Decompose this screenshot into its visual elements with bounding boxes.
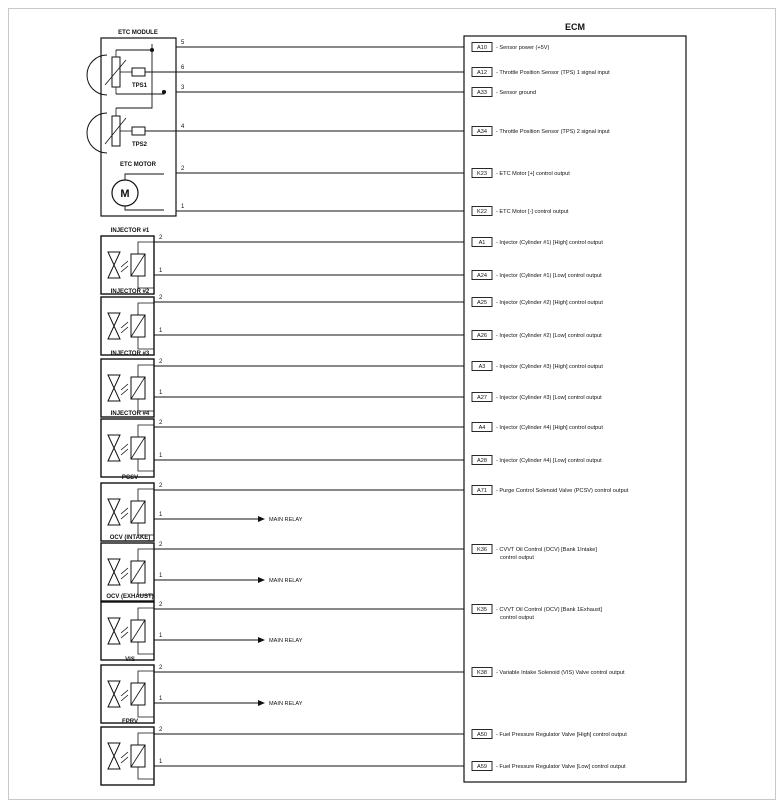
coil-diagonal xyxy=(131,377,145,399)
wire-15 xyxy=(154,483,629,495)
flow-arrow xyxy=(121,389,128,395)
ecm-signal-label-cont: control output xyxy=(500,615,534,621)
wire-pin-number: 1 xyxy=(159,633,163,639)
coil-lead xyxy=(138,459,154,471)
coil-diagonal xyxy=(131,620,145,642)
coil-diagonal xyxy=(131,315,145,337)
wire-pin-number: 2 xyxy=(159,295,163,301)
wire-12 xyxy=(154,390,602,402)
wire-10 xyxy=(154,328,602,340)
valve-symbol xyxy=(108,559,120,585)
ecm-signal-label: - ETC Motor [+] control output xyxy=(496,171,570,177)
wire-pin-number: 2 xyxy=(159,359,163,365)
component-box xyxy=(101,297,154,355)
flow-arrow xyxy=(121,327,128,333)
wire-17 xyxy=(154,542,597,561)
coil-lead xyxy=(138,523,154,535)
ecm-pin-id: A59 xyxy=(477,764,487,770)
coil-diagonal xyxy=(131,254,145,276)
ecm-pin-id: K35 xyxy=(477,607,487,613)
coil-lead xyxy=(138,549,154,561)
component-vis xyxy=(101,657,154,723)
ecm-pin-id: A4 xyxy=(478,425,486,431)
component-box xyxy=(101,483,154,541)
valve-symbol xyxy=(108,435,120,461)
wire-24 xyxy=(154,759,626,771)
ecm-pin-id: A28 xyxy=(477,458,487,464)
wire-pin-number: 1 xyxy=(159,573,163,579)
flow-arrow xyxy=(121,752,128,758)
component-box xyxy=(101,419,154,477)
wire-pin-number: 3 xyxy=(181,85,185,91)
ecm-pin-id: A27 xyxy=(477,395,487,401)
tps1-label: TPS1 xyxy=(132,83,148,89)
wire-pin-number: 2 xyxy=(159,665,163,671)
wire-pin-number: 2 xyxy=(159,542,163,548)
component-ocv-intake xyxy=(101,535,154,601)
wire-13 xyxy=(154,420,603,432)
ecm-signal-label: - Fuel Pressure Regulator Valve [Low] control output xyxy=(496,764,626,770)
ecm-signal-label: - Injector (Cylinder #4) [Low] control output xyxy=(496,458,602,464)
ecm-signal-label: - CVVT Oil Control (OCV) [Bank 1Intake] xyxy=(496,547,597,553)
arrow-head xyxy=(258,516,265,522)
ecm-signal-label: - Sensor ground xyxy=(496,90,537,96)
coil-lead xyxy=(138,242,154,254)
coil-lead xyxy=(138,642,154,654)
ecm-signal-label: - Variable Intake Solenoid (VIS) Valve control output xyxy=(496,670,625,676)
wire-pin-number: 2 xyxy=(159,420,163,426)
wire-pin-number: 6 xyxy=(181,65,185,71)
wire-pin-number: 2 xyxy=(159,727,163,733)
coil-lead xyxy=(138,705,154,717)
ecm-pin-id: A3 xyxy=(478,364,486,370)
wire-11 xyxy=(154,359,603,371)
ecm-signal-label: - Injector (Cylinder #3) [High] control output xyxy=(496,364,603,370)
flow-arrow xyxy=(121,508,128,514)
component-box xyxy=(101,727,154,785)
wire-pin-number: 5 xyxy=(181,40,185,46)
wire-19 xyxy=(154,602,602,621)
ecm-pin-id: A10 xyxy=(477,45,487,51)
ecm-signal-label: - Injector (Cylinder #1) [High] control output xyxy=(496,240,603,246)
valve-symbol xyxy=(108,681,120,707)
component-box xyxy=(101,543,154,601)
component-injector-2 xyxy=(101,289,154,355)
flow-arrow xyxy=(121,384,128,390)
flow-arrow xyxy=(121,513,128,519)
ecm-signal-label: - Injector (Cylinder #4) [High] control output xyxy=(496,425,603,431)
component-title: INJECTOR #4 xyxy=(110,411,150,417)
main-relay-label: MAIN RELAY xyxy=(269,638,303,644)
component-box xyxy=(101,602,154,660)
coil-diagonal xyxy=(131,501,145,523)
flow-arrow xyxy=(121,632,128,638)
etc-motor-symbol: M xyxy=(120,188,130,200)
wire-pin-number: 4 xyxy=(181,124,185,130)
arrow-head xyxy=(258,577,265,583)
ecm-pin-id: A12 xyxy=(477,70,487,76)
valve-symbol xyxy=(108,499,120,525)
etc-motor-title: ETC MOTOR xyxy=(120,162,156,168)
valve-symbol xyxy=(108,375,120,401)
flow-arrow xyxy=(121,695,128,701)
component-box xyxy=(101,359,154,417)
ecm-pin-id: A71 xyxy=(477,488,487,494)
coil-lead xyxy=(138,303,154,315)
wire-23 xyxy=(154,727,627,739)
coil-lead xyxy=(138,365,154,377)
tps2-label: TPS2 xyxy=(132,142,148,148)
wire-3 xyxy=(176,85,536,97)
component-title: FPRV xyxy=(122,719,138,725)
main-relay-label: MAIN RELAY xyxy=(269,701,303,707)
wire-18 xyxy=(154,573,303,584)
main-relay-label: MAIN RELAY xyxy=(269,517,303,523)
wire-pin-number: 1 xyxy=(159,512,163,518)
components-layer xyxy=(101,228,154,785)
ecm-pin-id: K38 xyxy=(477,670,487,676)
coil-lead xyxy=(138,425,154,437)
ecm-signal-label-cont: control output xyxy=(500,555,534,561)
ecm-signal-label: - Sensor power (+5V) xyxy=(496,45,550,51)
ecm-pin-id: A50 xyxy=(477,732,487,738)
ecm-pin-id: A33 xyxy=(477,90,487,96)
ecm-pin-id: A1 xyxy=(478,240,486,246)
valve-symbol xyxy=(108,618,120,644)
wire-14 xyxy=(154,453,602,465)
coil-diagonal xyxy=(131,683,145,705)
flow-arrow xyxy=(121,266,128,272)
flow-arrow xyxy=(121,444,128,450)
ecm-title: ECM xyxy=(565,22,585,32)
wire-pin-number: 1 xyxy=(159,328,163,334)
ecm-signal-label: - Injector (Cylinder #1) [Low] control output xyxy=(496,273,602,279)
wire-pin-number: 1 xyxy=(159,453,163,459)
component-title: VIS xyxy=(125,657,135,663)
ecm-signal-label: - ETC Motor [-] control output xyxy=(496,209,569,215)
wire-2 xyxy=(176,65,610,77)
flow-arrow xyxy=(121,573,128,579)
etc-module-title: ETC MODULE xyxy=(118,30,158,36)
wire-pin-number: 1 xyxy=(159,390,163,396)
wire-1 xyxy=(176,40,549,52)
component-injector-4 xyxy=(101,411,154,477)
component-fprv xyxy=(101,719,154,785)
wire-16 xyxy=(154,512,303,523)
ecm-signal-label: - Throttle Position Sensor (TPS) 1 signal input xyxy=(496,70,610,76)
component-title: OCV (EXHAUST) xyxy=(106,594,154,600)
component-title: INJECTOR #3 xyxy=(110,351,150,357)
coil-diagonal xyxy=(131,745,145,767)
wire-pin-number: 1 xyxy=(159,696,163,702)
ecm-signal-label: - Purge Control Solenoid Valve (PCSV) control output xyxy=(496,488,629,494)
component-title: OCV (INTAKE) xyxy=(109,535,151,541)
tps2-sensor xyxy=(87,108,148,153)
coil-lead xyxy=(138,276,154,288)
wire-4 xyxy=(176,124,610,136)
component-pcsv xyxy=(101,475,154,541)
flow-arrow xyxy=(121,757,128,763)
flow-arrow xyxy=(121,449,128,455)
ecm-pin-id: A26 xyxy=(477,333,487,339)
tps1-sensor xyxy=(87,50,148,95)
wire-5 xyxy=(176,166,570,178)
ecm-signal-label: - Injector (Cylinder #2) [Low] control output xyxy=(496,333,602,339)
ecm-signal-label: - Injector (Cylinder #3) [Low] control output xyxy=(496,395,602,401)
component-title: PCSV xyxy=(121,475,139,481)
wire-pin-number: 2 xyxy=(181,166,185,172)
flow-arrow xyxy=(121,690,128,696)
component-title: INJECTOR #1 xyxy=(110,228,150,234)
coil-lead xyxy=(138,767,154,779)
coil-lead xyxy=(138,399,154,411)
component-title: INJECTOR #2 xyxy=(110,289,150,295)
flow-arrow xyxy=(121,627,128,633)
coil-lead xyxy=(138,608,154,620)
wire-9 xyxy=(154,295,603,307)
component-injector-1 xyxy=(101,228,154,294)
coil-lead xyxy=(138,337,154,349)
ecm-pin-id: K23 xyxy=(477,171,487,177)
valve-symbol xyxy=(108,313,120,339)
flow-arrow xyxy=(121,568,128,574)
coil-lead xyxy=(138,733,154,745)
wire-pin-number: 1 xyxy=(181,204,185,210)
wire-6 xyxy=(176,204,569,216)
wire-21 xyxy=(154,665,625,677)
wire-pin-number: 1 xyxy=(159,268,163,274)
flow-arrow xyxy=(121,261,128,267)
wire-pin-number: 2 xyxy=(159,235,163,241)
component-ocv-exhaust xyxy=(101,594,154,660)
ecm-signal-label: - Throttle Position Sensor (TPS) 2 signal input xyxy=(496,129,610,135)
arrow-head xyxy=(258,700,265,706)
flow-arrow xyxy=(121,322,128,328)
wire-pin-number: 2 xyxy=(159,483,163,489)
ecm-pin-id: A25 xyxy=(477,300,487,306)
wire-8 xyxy=(154,268,602,280)
arrow-head xyxy=(258,637,265,643)
ecm-pin-id: K22 xyxy=(477,209,487,215)
wires-layer xyxy=(154,40,629,771)
coil-lead xyxy=(138,489,154,501)
wire-7 xyxy=(154,235,603,247)
main-relay-label: MAIN RELAY xyxy=(269,578,303,584)
wire-pin-number: 2 xyxy=(159,602,163,608)
coil-lead xyxy=(138,671,154,683)
ecm-signal-label: - Injector (Cylinder #2) [High] control output xyxy=(496,300,603,306)
coil-diagonal xyxy=(131,437,145,459)
wire-pin-number: 1 xyxy=(159,759,163,765)
ecm-pin-id: K36 xyxy=(477,547,487,553)
coil-diagonal xyxy=(131,561,145,583)
valve-symbol xyxy=(108,252,120,278)
component-box xyxy=(101,236,154,294)
component-injector-3 xyxy=(101,351,154,417)
etc-motor xyxy=(112,162,164,210)
wire-20 xyxy=(154,633,303,644)
ecm-signal-label: - Fuel Pressure Regulator Valve [High] control output xyxy=(496,732,627,738)
valve-symbol xyxy=(108,743,120,769)
component-box xyxy=(101,665,154,723)
ecm-signal-label: - CVVT Oil Control (OCV) [Bank 1Exhaust] xyxy=(496,607,602,613)
wire-22 xyxy=(154,696,303,707)
ecm-pin-id: A34 xyxy=(477,129,487,135)
ecm-pin-id: A24 xyxy=(477,273,487,279)
